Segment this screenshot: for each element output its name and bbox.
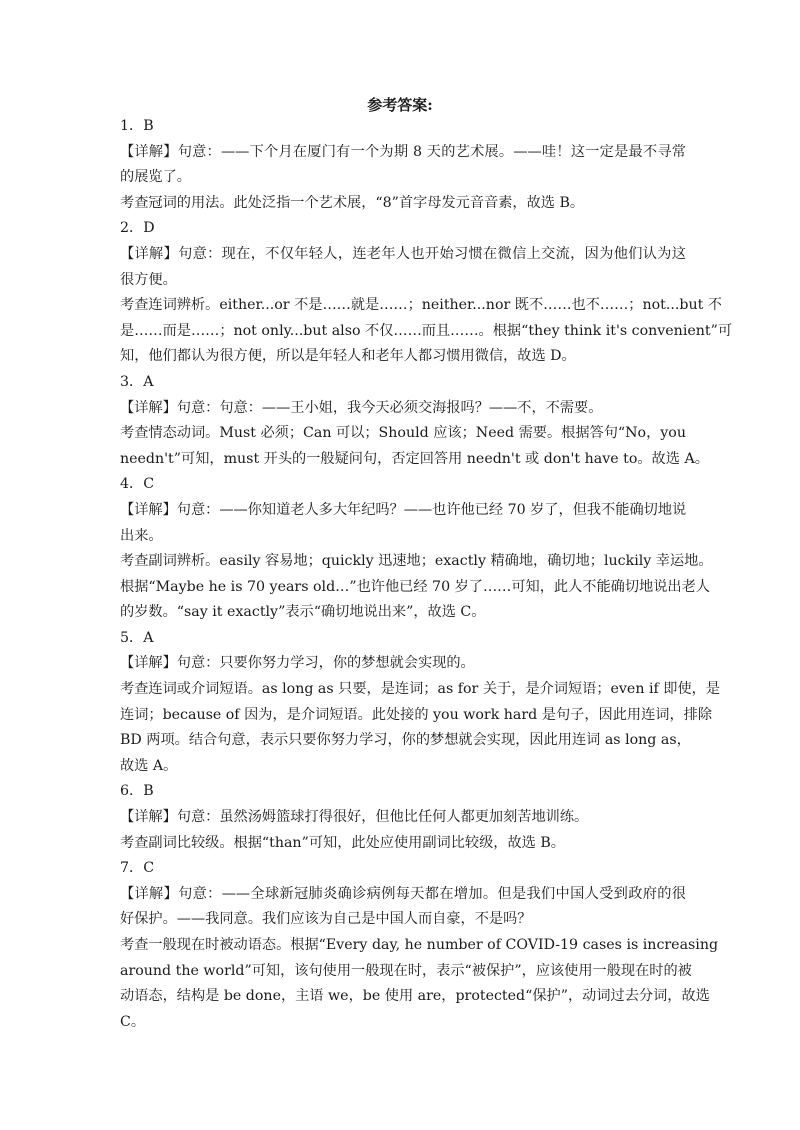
answer-list xyxy=(120,114,733,1035)
explanation-line: 【详解】句意：——下个月在厦门有一个为期 8 天的艺术展。——哇！这一定是最不寻常 xyxy=(120,143,686,160)
analysis-line: needn't”可知，must 开头的一般疑问句，否定回答用 needn't 或 don't have to。故选 A。 xyxy=(120,450,709,467)
analysis-line: C。 xyxy=(120,1013,146,1030)
answer-number: 1．B xyxy=(120,118,154,134)
answer-item xyxy=(120,114,686,216)
explanation-line: 好保护。——我同意。我们应该为自己是中国人而自豪，不是吗？ xyxy=(120,911,532,928)
answer-item xyxy=(120,472,713,626)
answer-item xyxy=(120,370,709,472)
answer-item xyxy=(120,856,719,1035)
explanation-line: 【详解】句意：现在，不仅年轻人，连老年人也开始习惯在微信上交流，因为他们认为这 xyxy=(120,245,686,262)
analysis-line: around the world”可知，该句使用一般现在时，表示“被保护”，应该使用一般现在时的被 xyxy=(120,962,692,979)
analysis-line: BD 两项。结合句意，表示只要你努力学习，你的梦想就会实现，因此用连词 as long as， xyxy=(120,732,691,749)
page-title: 参考答案: xyxy=(367,96,433,114)
analysis-line: 考查连词辨析。either...or 不是……就是……；neither...nor 既不……也不……；not...but 不 xyxy=(120,297,722,314)
analysis-line: 考查副词辨析。easily 容易地；quickly 迅速地；exactly 精确地，确切地；luckily 幸运地。 xyxy=(120,553,713,570)
answer-number: 6．B xyxy=(120,783,154,800)
analysis-line: 考查连词或介词短语。as long as 只要，是连词；as for 关于，是介词短语；even if 即使，是 xyxy=(120,681,721,698)
explanation-line: 【详解】句意：句意：——王小姐，我今天必须交海报吗？——不，不需要。 xyxy=(120,399,603,416)
explanation-line: 【详解】句意：只要你努力学习，你的梦想就会实现的。 xyxy=(120,655,475,672)
answer-item xyxy=(120,216,733,370)
answer-number: 4．C xyxy=(120,476,155,493)
analysis-line: 动语态，结构是 be done，主语 we，be 使用 are，protected“保护”，动词过去分词，故选 xyxy=(120,988,710,1005)
explanation-line: 的展览了。 xyxy=(120,169,191,186)
analysis-line: 根据“Maybe he is 70 years old…”也许他已经 70 岁了……可知，此人不能确切地说出老人 xyxy=(120,578,710,595)
analysis-line: 考查冠词的用法。此处泛指一个艺术展，“8”首字母发元音音素，故选 B。 xyxy=(120,194,585,211)
explanation-line: 【详解】句意：虽然汤姆篮球打得很好，但他比任何人都更加刻苦地训练。 xyxy=(120,809,589,826)
analysis-line: 连词；because of 因为，是介词短语。此处接的 you work hard 是句子，因此用连词，排除 xyxy=(120,706,713,723)
answer-number: 7．C xyxy=(120,860,155,877)
answer-item xyxy=(120,779,686,856)
analysis-line: 考查情态动词。Must 必须；Can 可以；Should 应该；Need 需要。根据答句“No，you xyxy=(120,425,686,442)
analysis-line: 知，他们都认为很方便，所以是年轻人和老年人都习惯用微信，故选 D。 xyxy=(120,348,576,365)
explanation-line: 【详解】句意：——你知道老人多大年纪吗？——也许他已经 70 岁了，但我不能确切地说 xyxy=(120,501,687,518)
analysis-line: 考查一般现在时被动语态。根据“Every day, he number of COVID-19 cases is increasing xyxy=(120,937,719,953)
answer-number: 3．A xyxy=(120,373,154,390)
explanation-line: 【详解】句意：——全球新冠肺炎确诊病例每天都在增加。但是我们中国人受到政府的很 xyxy=(120,885,686,902)
answer-item xyxy=(120,626,721,780)
analysis-line: 考查副词比较级。根据“than”可知，此处应使用副词比较级，故选 B。 xyxy=(120,834,565,851)
explanation-line: 很方便。 xyxy=(120,271,177,288)
explanation-line: 出来。 xyxy=(120,527,163,544)
answer-number: 5．A xyxy=(120,629,154,646)
analysis-line: 故选 A。 xyxy=(120,757,178,774)
analysis-line: 的岁数。“say it exactly”表示“确切地说出来”，故选 C。 xyxy=(120,604,486,621)
answer-number: 2．D xyxy=(120,220,155,237)
analysis-line: 是……而是……；not only...but also 不仅……而且……。根据“they think it's convenient”可 xyxy=(120,322,733,339)
